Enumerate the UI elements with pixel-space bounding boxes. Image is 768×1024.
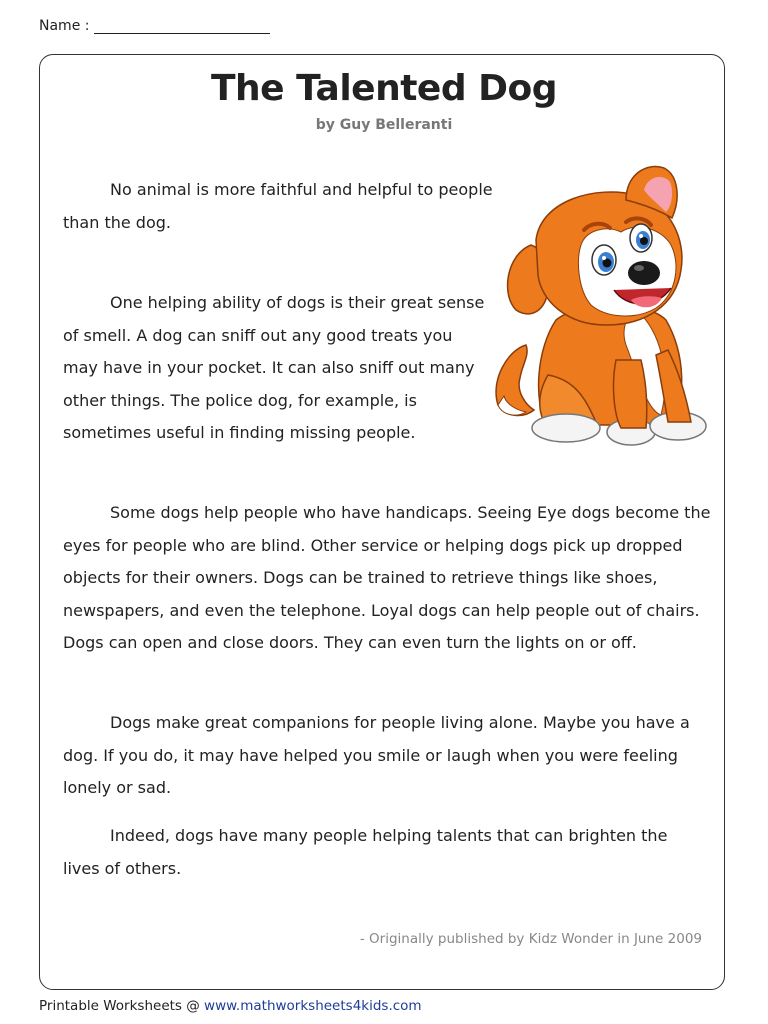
source-credit: - Originally published by Kidz Wonder in June 2009 [359, 931, 702, 947]
story-author: by Guy Belleranti [315, 117, 453, 133]
footer [39, 998, 422, 1014]
paragraph-5: Indeed, dogs have many people helping talents that can brighten the lives of others. [63, 826, 668, 878]
paragraph-2: One helping ability of dogs is their great sense of smell. A dog can sniff out any good treats you may have in your pocket. It can also sniff out many other things. The police dog, for example, is sometimes useful in finding missing people. [63, 293, 485, 442]
name-field-row [39, 17, 270, 34]
paragraph-1: No animal is more faithful and helpful to people than the dog. [63, 180, 493, 232]
paragraph-3: Some dogs help people who have handicaps. Seeing Eye dogs become the eyes for people who are blind. Other service or helping dogs pick up dropped objects for their owners. Dogs can be trained to retrieve things like shoes, newspapers, and even the telephone. Loyal dogs can help people out of chairs. Dogs can open and close doors. They can even turn the lights on or off. [63, 503, 711, 652]
footer-website-link[interactable]: www.mathworksheets4kids.com [204, 998, 422, 1014]
paragraph-4: Dogs make great companions for people living alone. Maybe you have a dog. If you do, it may have helped you smile or laugh when you were feeling lonely or sad. [63, 713, 690, 797]
puppy-illustration-icon [486, 160, 718, 450]
story-title: The Talented Dog [210, 68, 558, 109]
name-label: Name : [39, 18, 90, 34]
name-blank-line[interactable] [94, 17, 270, 34]
footer-prefix: Printable Worksheets @ [39, 998, 205, 1014]
